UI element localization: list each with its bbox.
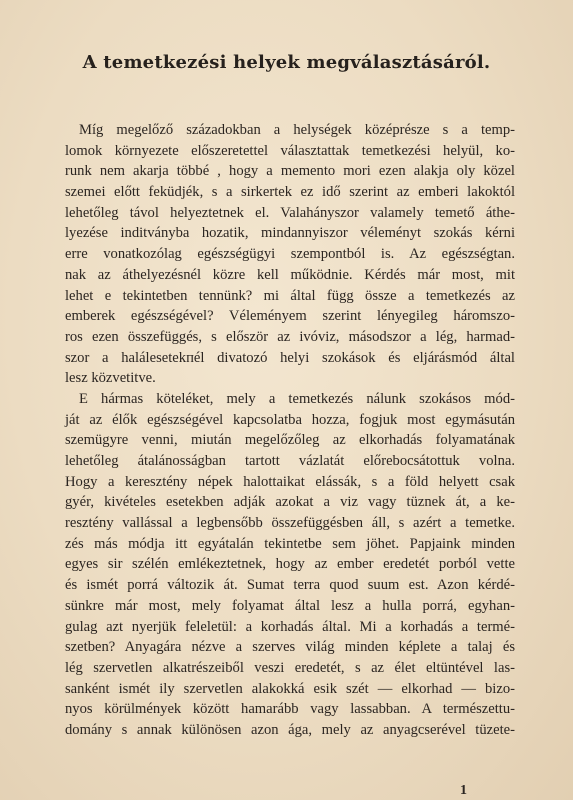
text-line: lég szervetlen alkatrészeiből veszi eredetét, s az élet eltüntével las- [65,659,515,676]
text-line: runk nem akarja többé , hogy a memento mori ezen alakja oly közel [65,163,515,180]
text-line: szor a halálesetekпél divatozó helyi szokások és eljárásmód által [65,349,515,366]
text-line: gulag azt nyerjük feleletül: a korhadás által. Mi a korhadás a termé- [65,618,515,635]
text-line: emberek egészségével? Véleményem szerint lényegileg háromszo- [65,308,515,325]
body-text [65,120,515,741]
text-line: gyér, kivételes esetekben adják azokat a viz vagy tüznek át, a ke- [65,494,515,511]
text-line: Hogy a keresztény népek halottaikat elássák, s a föld helyett csak [65,473,515,490]
text-line: Míg megelőző századokban a helységek középrésze s a temp- [79,122,515,138]
text-line: lehet e tekintetben tennünk? mi által függ össze a temetkezés az [65,287,515,304]
text-line: sünkre már most, mely folyamat által lesz a hulla porrá, egyhan- [65,597,515,614]
text-line: lehetőleg távol helyeztetnek el. Valahányszor valamely temető áthe- [65,204,515,221]
text-line: erre vonatkozólag egészségügyi szempontból is. Az egészségtan. [65,246,515,263]
page-title: A temetkezési helyek megválasztásáról. [82,52,491,73]
text-line: szetben? Anyagára nézve a szerves világ minden képlete a talaj és [65,639,515,656]
text-line: lyezése inditványba hozatik, mindannyiszor véleményt szokás kérni [65,225,515,242]
text-line: lomok környezete előszeretettel választattak temetkezési helyül, ko- [65,142,515,159]
text-line: lehetőleg átalánosságban tartott vázlatát előrebocsátottuk volna. [65,453,515,469]
text-line: resztény vallással a legbensőbb összefüggésben áll, s azért a temetke. [65,515,515,532]
text-line: zés más módja itt egyátalán tekintetbe sem jöhet. Papjaink minden [65,535,515,552]
text-line: egyes sir szélén emlékeztetnek, hogy az ember eredetét porból vette [65,556,515,573]
text-line: és ismét porrá változik át. Sumat terra quod suum est. Azon kérdé- [65,577,515,594]
text-line: lesz közvetitve. [65,370,156,387]
text-line: ját az élők egészségével kapcsolatba hozza, fogjuk most egymásután [65,411,515,428]
text-line: E hármas köteléket, mely a temetkezés nálunk szokásos mód- [79,390,515,407]
text-line: nak az áthelyezésnél közre kell működnie. Kérdés már most, mit [65,266,515,283]
text-line: domány s annak különösen azon ága, mely az anyagcserével tüzete- [65,721,515,738]
text-line: nyos körülmények között hamarább vagy lassabban. A természettu- [65,701,515,718]
text-line: szemügyre venni, miután megelőzőleg az elkorhadás folyamatának [65,432,515,449]
page-number: 1 [460,783,467,798]
text-line: sanként ismét ily szervetlen alakokká esik szét — elkorhad — bizo- [65,680,515,697]
text-line: ros ezen összefüggés, s először az ivóviz, másodszor a lég, harmad- [65,328,515,345]
text-line: szemei előtt feküdjék, s a sirkertek ez idő szerint az emberi lakoktól [65,184,515,201]
